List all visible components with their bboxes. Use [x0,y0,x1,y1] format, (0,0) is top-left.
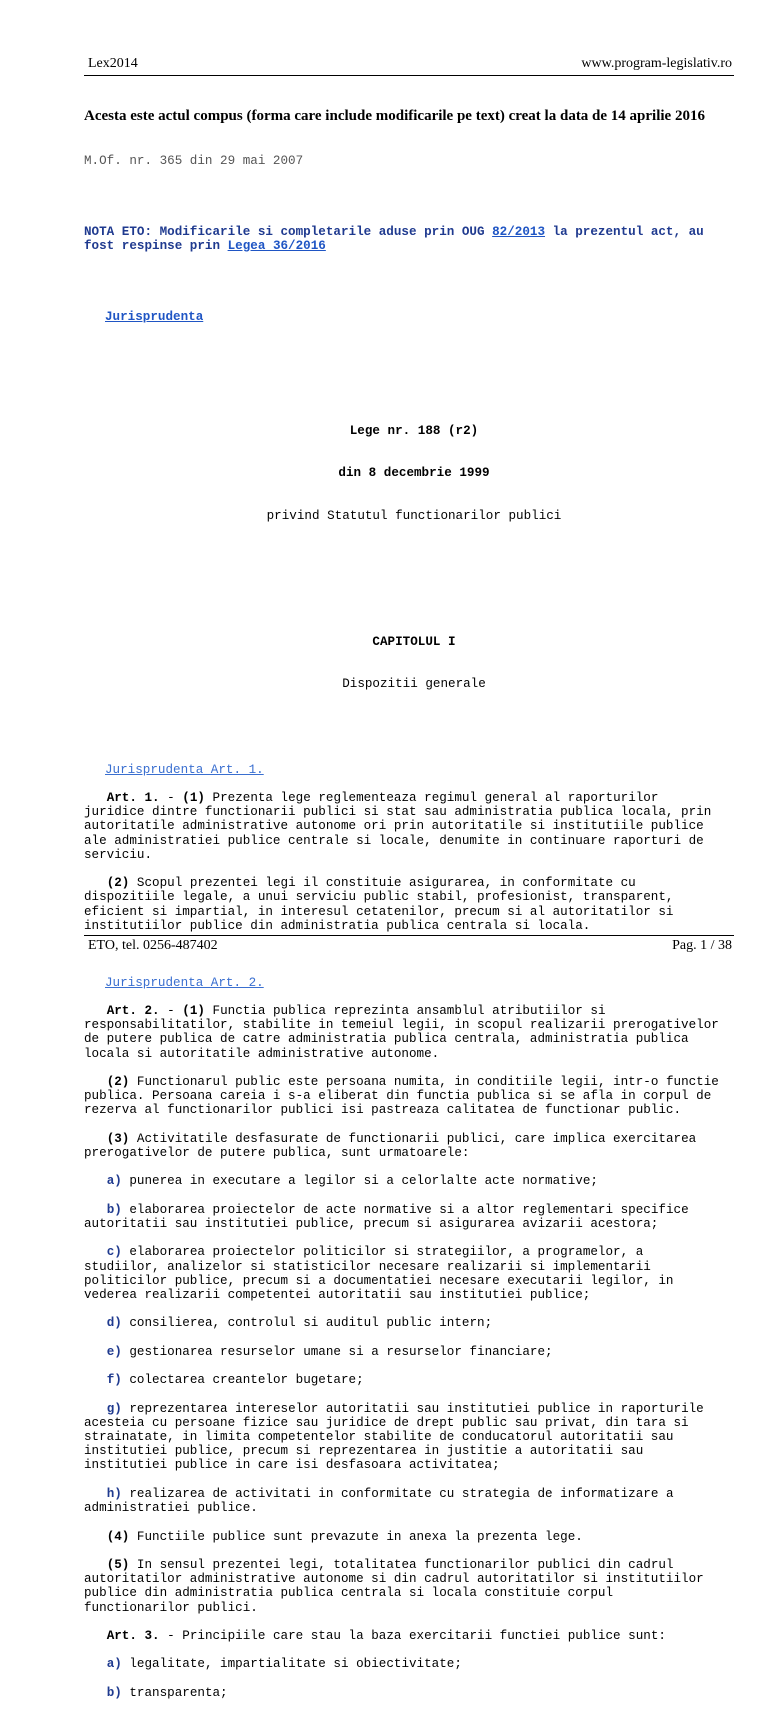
item-letter: b) [106,1685,122,1700]
item-text: realizarea de activitati in conformitate cu strategia de informatizare a administratiei publice. [84,1486,674,1516]
item-text: transparenta; [121,1685,228,1700]
nota-eto [84,225,744,253]
art2-para1 [84,1004,744,1061]
art2-item-h [84,1487,744,1515]
item-text: consilierea, controlul si auditul public intern; [121,1316,493,1331]
art1-label: Art. 1. [106,790,160,805]
law-subject: privind Statutul functionarilor publici [266,509,562,524]
compus-note: Acesta este actul compus (forma care include modificarile pe text) creat la data de 14 aprilie 2016 [84,108,705,125]
oug-link[interactable]: 82/2013 [492,224,546,239]
item-text: elaborarea proiectelor politicilor si strategiilor, a programelor, a studiilor, analizelor si statisticilor necesare realizarii si implementarii politicilor publice, precum si a documentatiei necesare executarii legilor, in vederea realizarii competentei autoritatii sau institutiei publice; [84,1245,674,1303]
art2-p4-num: (4) [106,1529,130,1544]
document-body [84,80,744,1728]
art2-para5 [84,1558,744,1615]
item-letter: f) [106,1373,122,1388]
jurisprudenta-art2-link[interactable]: Jurisprudenta Art. 2. [105,975,264,990]
art1-p2-text: Scopul prezentei legi il constituie asigurarea, in conformitate cu dispozitiile legale, a unui serviciu public stabil, profesionist, transparent, eficient si impartial, in interesul cetatenilor, precum si al autoritatilor si institutiilor publice din administratia publica centrala si locala. [84,876,674,933]
item-letter: g) [106,1401,122,1416]
chapter-name: CAPITOLUL I [372,634,456,649]
footer-rule [84,935,734,936]
item-text: legalitate, impartialitate si obiectivitate; [121,1657,462,1672]
art2-p2-text: Functionarul public este persoana numita, in conditiile legii, intr-o functie publica. Persoana careia i s-a eliberat din functia publica si se afla in corpul de rezerva al functionarilor publici isi pastreaza calitatea de functionar public. [84,1075,719,1118]
lege-link[interactable]: Legea 36/2016 [227,238,326,253]
art2-p4-text: Functiile publice sunt prevazute in anexa la prezenta lege. [129,1529,583,1544]
item-text: elaborarea proiectelor de acte normative si a altor reglementari specifice autoritatii sau institutiei publice, precum si asigurarea avizarii acestora; [84,1202,689,1232]
item-letter: e) [106,1344,122,1359]
chapter-subtitle: Dispozitii generale [342,677,486,692]
art2-dash: - [159,1003,183,1018]
law-title [84,395,744,551]
chapter-heading [84,606,744,720]
nota-text-2: la prezentul act, au fost respinse prin [84,224,704,253]
page-header [88,56,732,72]
item-letter: a) [106,1657,122,1672]
art2-item-d [84,1316,744,1330]
header-left: Lex2014 [88,56,138,71]
law-date: din 8 decembrie 1999 [338,466,490,481]
art2-item-c [84,1245,744,1302]
art2-item-g [84,1402,744,1473]
footer-page-number: Pag. 1 / 38 [672,938,732,953]
art2-p2-num: (2) [106,1075,130,1089]
item-text: punerea in executare a legilor si a celorlalte acte normative; [121,1174,598,1189]
art1-dash: - [159,790,183,805]
art2-p3-text: Activitatile desfasurate de functionarii publici, care implica exercitarea prerogativelor de putere publica, sunt urmatoarele: [84,1131,697,1161]
art3-item-b [84,1686,744,1700]
art2-p5-num: (5) [106,1557,130,1572]
header-rule [84,75,734,76]
art1-para2 [84,876,744,933]
art1-p1-text: Prezenta lege reglementeaza regimul general al raporturilor juridice dintre functionarii publici si stat sau administratia publica locala, prin autoritatile administrative autonome ori prin autoritatile si institutiile publice ale administratiei publice centrale si locale, denumite in continuare raporturi de serviciu. [84,790,712,862]
art1-para1 [84,791,744,862]
art2-p1-num: (1) [182,1003,205,1018]
item-text: reprezentarea intereselor autoritatii sau institutiei publice in raporturile acesteia cu persoane fizice sau juridice de drept public sau privat, din tara si strainatate, in limita competentelor stabilite de conducatorul autoritatii sau institutiei publice, precum si reprezentarea in justitie a autoritatii sau institutiei publice in care isi desfasoara activitatea; [84,1401,704,1473]
item-letter: b) [106,1202,122,1217]
art2-item-a [84,1174,744,1188]
art3-text: - Principiile care stau la baza exercitarii functiei publice sunt: [159,1628,666,1643]
art3-item-a [84,1657,744,1671]
item-text: gestionarea resurselor umane si a resurselor financiare; [121,1344,553,1359]
item-letter: h) [106,1486,122,1501]
art1-p1-num: (1) [182,790,205,805]
art3-label: Art. 3. [106,1628,160,1643]
art2-item-f [84,1373,744,1387]
art2-p3-num: (3) [106,1131,130,1146]
art2-para3 [84,1132,744,1160]
item-letter: d) [106,1316,122,1331]
art2-item-b [84,1203,744,1231]
item-letter: c) [106,1245,122,1260]
nota-text-1: NOTA ETO: Modificarile si completarile aduse prin OUG [84,224,493,239]
art2-para2 [84,1075,744,1118]
header-right: www.program-legislativ.ro [581,56,732,71]
art2-label: Art. 2. [106,1003,160,1018]
art3-para [84,1629,744,1643]
art2-item-e [84,1345,744,1359]
art2-para4 [84,1530,744,1544]
monitor-oficial-line: M.Of. nr. 365 din 29 mai 2007 [84,153,304,168]
art2-p1-text: Functia publica reprezinta ansamblul atributiilor si responsabilitatilor, stabilite in temeiul legii, in scopul realizarii prerogativelor de putere publica de catre administratia publica centrala, administratia publica locala si autoritatile administrative autonome. [84,1003,719,1061]
item-letter: a) [106,1174,122,1189]
jurisprudenta-link[interactable]: Jurisprudenta [105,309,204,324]
jurisprudenta-art1-link[interactable]: Jurisprudenta Art. 1. [105,762,264,777]
art2-p5-text: In sensul prezentei legi, totalitatea functionarilor publici din cadrul autoritatilor administrative autonome si din cadrul autoritatilor si institutiilor publice din administratia publica centrala si locala constituie corpul functionarilor publici. [84,1557,704,1615]
art1-p2-num: (2) [106,876,130,891]
item-text: colectarea creantelor bugetare; [121,1373,364,1388]
law-number: Lege nr. 188 (r2) [349,423,479,438]
page-footer [88,938,732,954]
footer-left: ETO, tel. 0256-487402 [88,938,218,953]
